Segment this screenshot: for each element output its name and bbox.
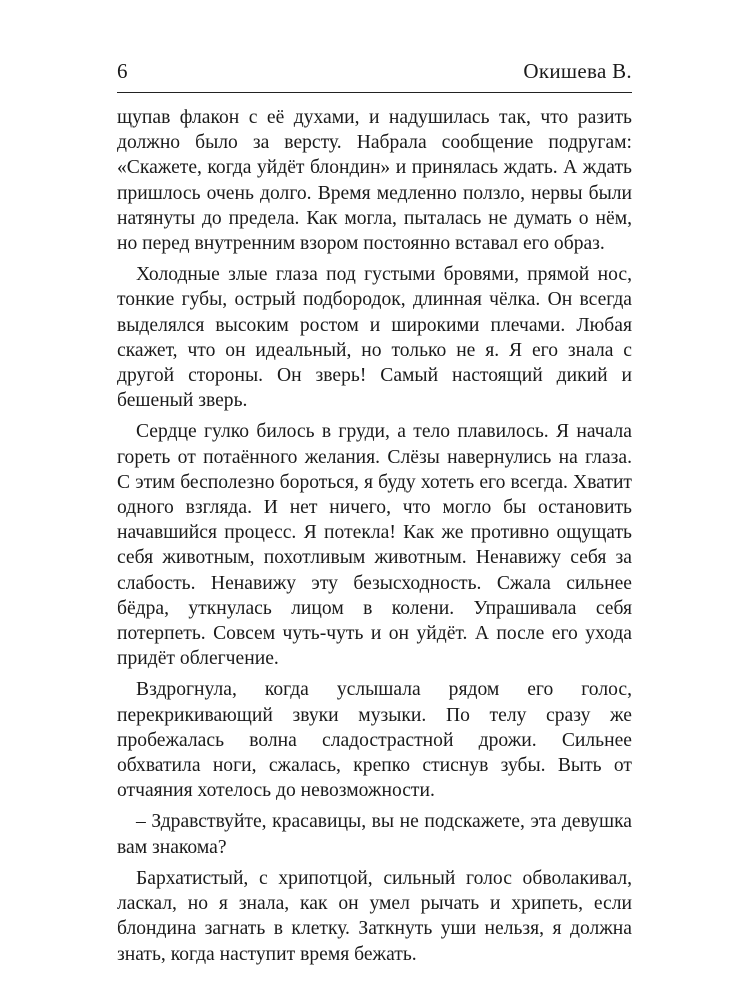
page-number: 6 [117,59,128,83]
paragraph: щупав флакон с её духами, и надушилась так, что разить должно было за версту. Набрала сообщение подругам: «Скажете, когда уйдёт блондин» и принялась ждать. А ждать пришлось очень долго. Время медленно ползло, нервы были натянуты до предела. Как могла, пыталась не думать о нём, но перед внутренним взором постоянно вставал его образ. [117,107,632,255]
paragraph: Вздрогнула, когда услышала рядом его голос, перекрикивающий звуки музыки. По телу сразу же пробежалась волна сладострастной дрожи. Сильнее обхватила ноги, сжалась, крепко стиснув зубы. Выть от отчаяния хотелось до невозможности. [117,679,632,802]
paragraph: Бархатистый, с хрипотцой, сильный голос обволакивал, ласкал, но я знала, как он умел рычать и хрипеть, если блондина загнать в клетку. Заткнуть уши нельзя, я должна знать, когда наступит время бежать. [117,867,632,965]
running-head-author: Окишева В. [523,59,632,83]
page-header [117,56,632,86]
paragraph: Сердце гулко билось в груди, а тело плавилось. Я начала гореть от потаённого желания. Слёзы навернулись на глаза. С этим бесполезно бороться, я буду хотеть его всегда. Хватит одного взгляда. И нет ничего, что могло бы остановить начавшийся процесс. Я потекла! Как же противно ощущать себя животным, похотливым животным. Ненавижу себя за слабость. Ненавижу эту безысходность. Сжала сильнее бёдра, уткнулась лицом в колени. Упрашивала себя потерпеть. Совсем чуть-чуть и он уйдёт. А после его ухода придёт облегчение. [117,421,632,670]
dialogue-line: – Здравствуйте, красавицы, вы не подскажете, эта девушка вам знакома? [117,811,632,858]
header-rule [117,92,632,93]
book-page [117,56,632,973]
paragraph: Холодные злые глаза под густыми бровями, прямой нос, тонкие губы, острый подбородок, длинная чёлка. Он всегда выделялся высоким ростом и широкими плечами. Любая скажет, что он идеальный, но только не я. Я его знала с другой стороны. Он зверь! Самый настоящий дикий и бешеный зверь. [117,264,632,412]
body-text [117,105,632,967]
